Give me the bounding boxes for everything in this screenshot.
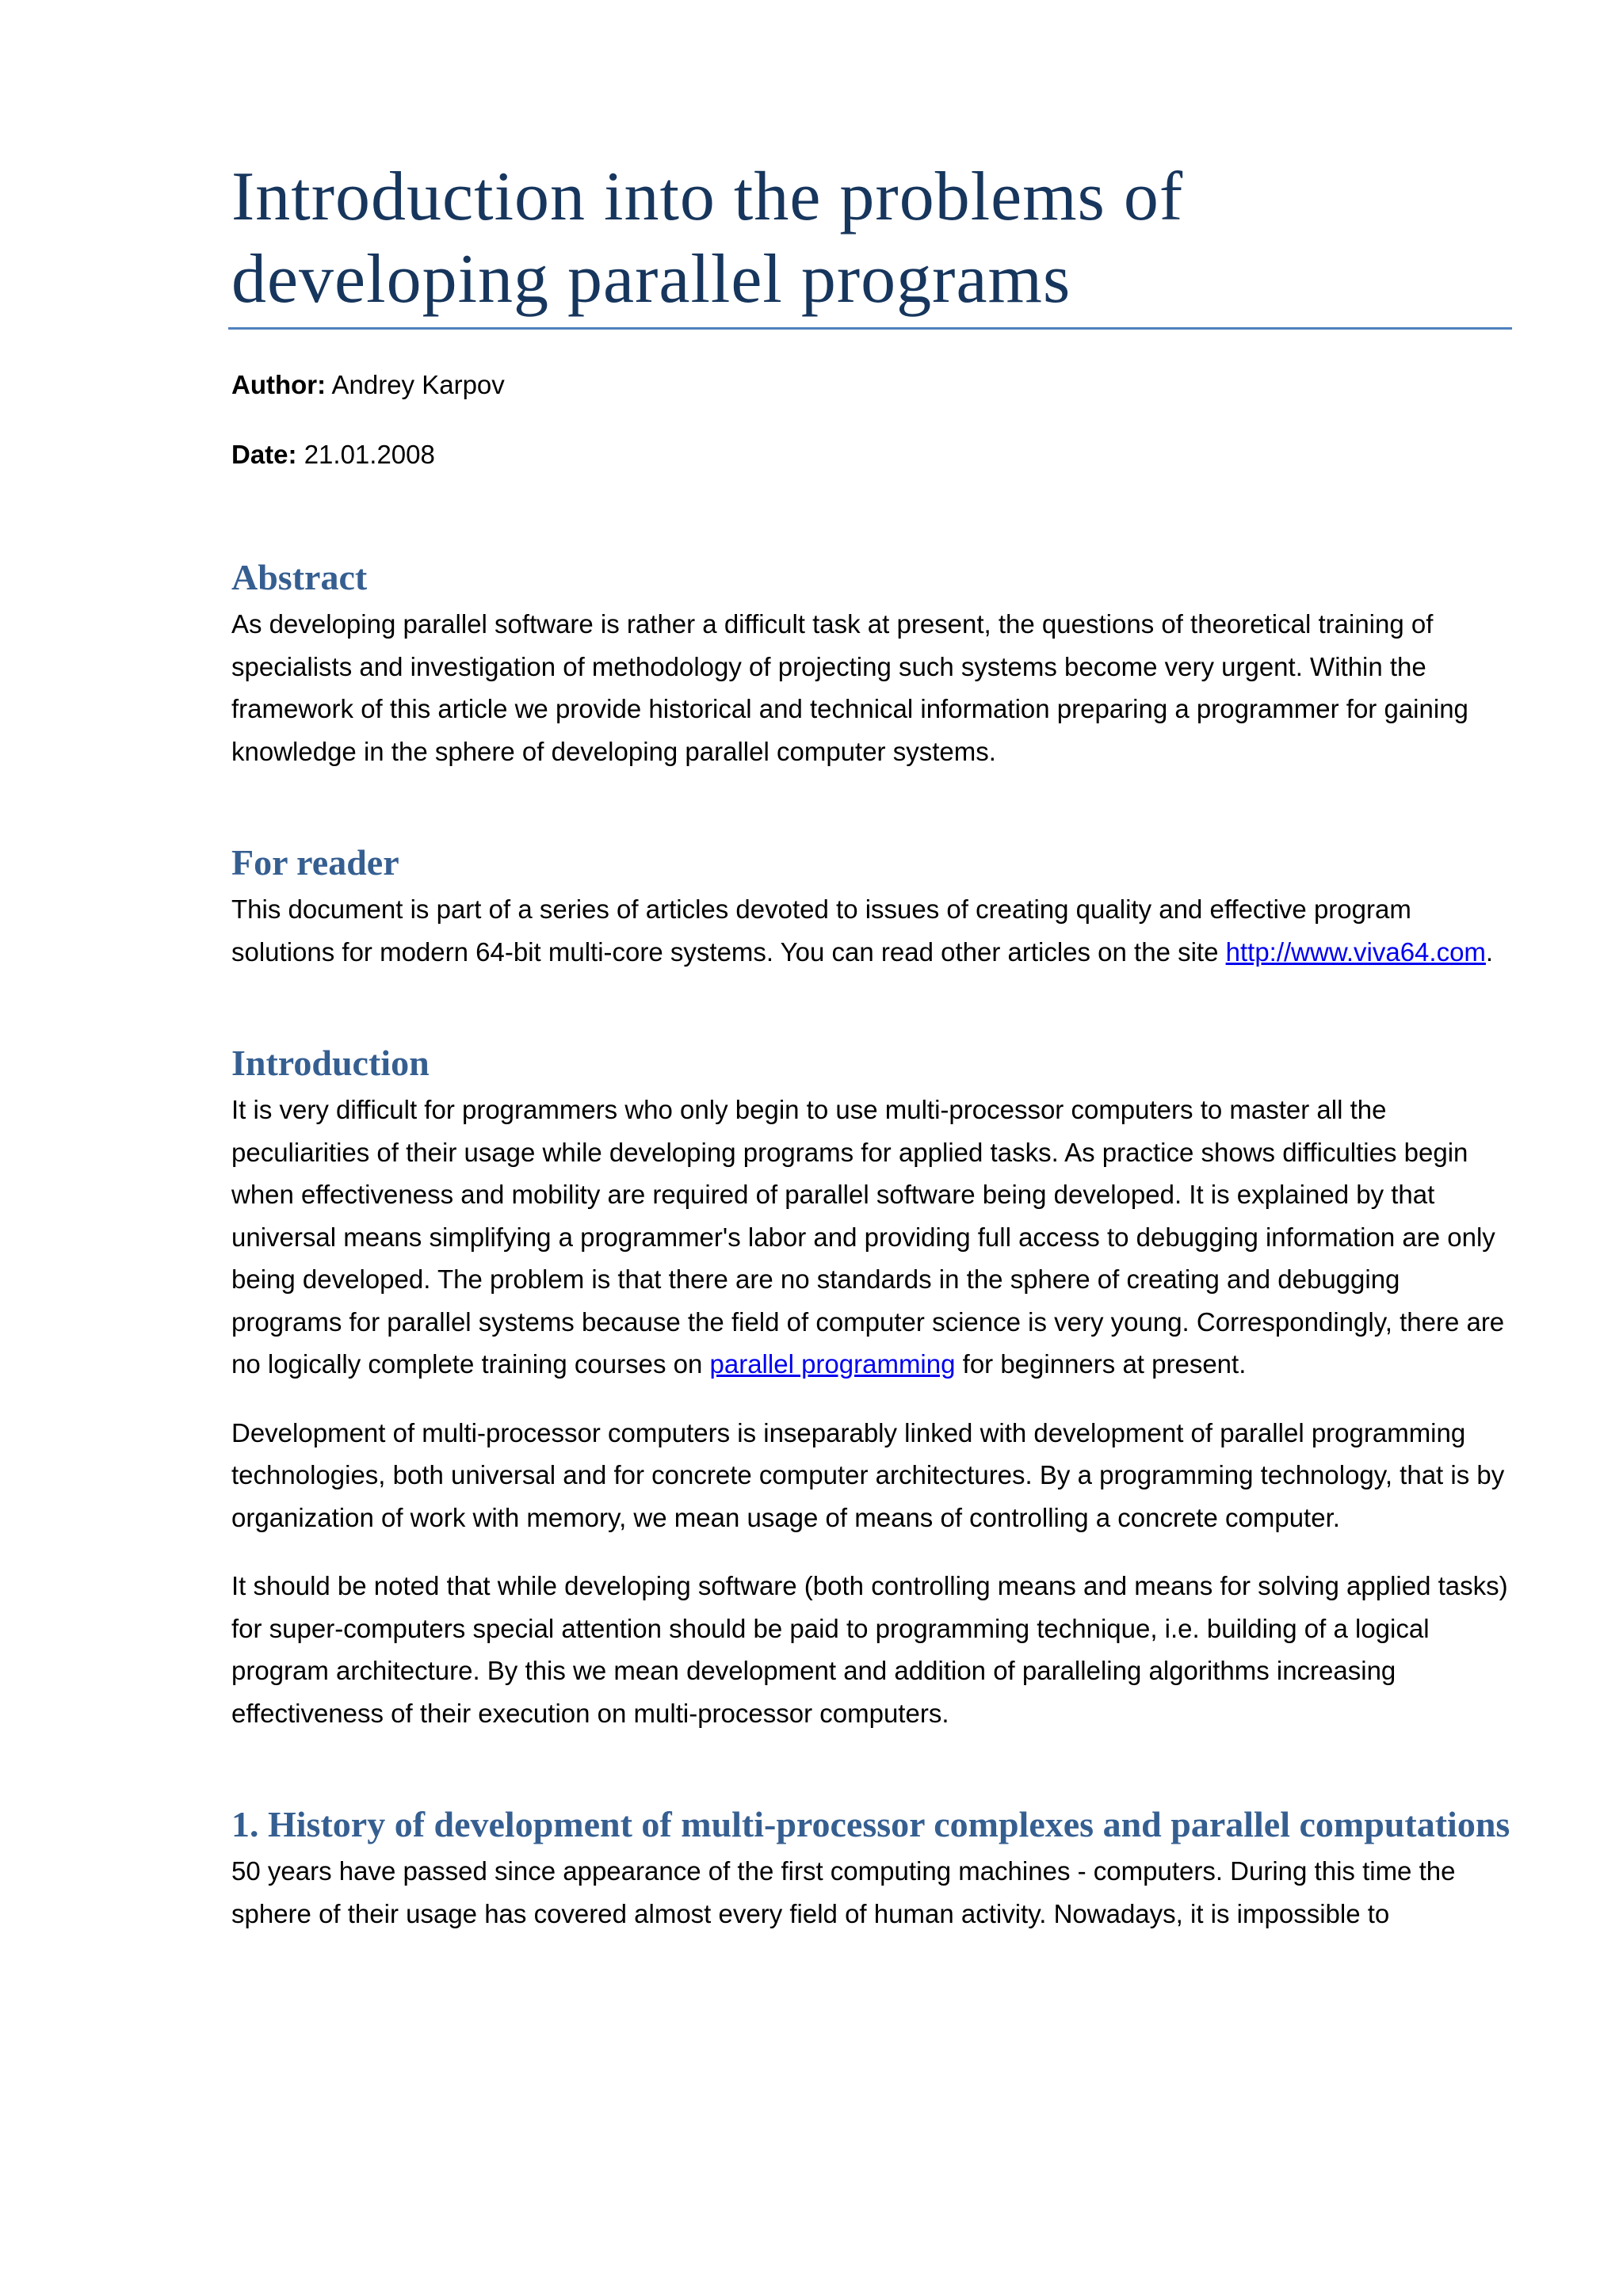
introduction-paragraph-1 (231, 1089, 1514, 1386)
for-reader-text-end: . (1485, 936, 1494, 967)
for-reader-paragraph (231, 888, 1514, 973)
date-value: 21.01.2008 (296, 440, 435, 469)
document-page (231, 0, 1514, 1935)
author-label: Author: (231, 370, 327, 399)
introduction-paragraph-2: Development of multi-processor computers is inseparably linked with development of parallel programming technologies, both universal and for concrete computer architectures. By a programming technology, that is by organization of work with memory, we mean usage of means of controlling a concrete computer. (231, 1417, 1505, 1532)
title-underline-rule (228, 327, 1512, 330)
history-heading: 1. History of development of multi-processor complexes and parallel computations (231, 1804, 1510, 1844)
viva64-link[interactable]: http://www.viva64.com (1225, 936, 1486, 967)
history-paragraph: 50 years have passed since appearance of the first computing machines - computers. During this time the sphere of their usage has covered almost every field of human activity. Nowadays, it is impossible to (231, 1856, 1456, 1928)
abstract-heading: Abstract (231, 557, 368, 597)
author-value: Andrey Karpov (326, 370, 505, 399)
date-label: Date: (231, 440, 297, 469)
introduction-heading: Introduction (231, 1043, 430, 1083)
parallel-programming-link[interactable]: parallel programming (709, 1349, 956, 1379)
author-line (231, 369, 1514, 401)
document-title: Introduction into the problems of developing parallel programs (231, 158, 1184, 318)
abstract-paragraph: As developing parallel software is rather a difficult task at present, the questions of theoretical training of specialists and investigation of methodology of projecting such systems become very urgent. Within the framework of this article we provide historical and technical information preparing a programmer for gaining knowledge in the sphere of developing parallel computer systems. (231, 609, 1468, 766)
for-reader-text: This document is part of a series of articles devoted to issues of creating quality and effective program solutions for modern 64-bit multi-core systems. You can read other articles on the site (231, 894, 1411, 967)
for-reader-heading: For reader (231, 842, 399, 883)
introduction-p1-text-end: for beginners at present. (955, 1349, 1247, 1379)
introduction-paragraph-3: It should be noted that while developing software (both controlling means and means for solving applied tasks) for super-computers special attention should be paid to programming technique, i.e. building of a logical program architecture. By this we mean development and addition of paralleling algorithms increasing effectiveness of their execution on multi-processor computers. (231, 1571, 1508, 1728)
date-line (231, 439, 1514, 471)
introduction-p1-text: It is very difficult for programmers who only begin to use multi-processor computers to master all the peculiarities of their usage while developing programs for applied tasks. As practice shows difficulties begin when effectiveness and mobility are required of parallel software being developed. It is explained by that universal means simplifying a programmer's labor and providing full access to debugging information are only being developed. The problem is that there are no standards in the sphere of creating and debugging programs for parallel systems because the field of computer science is very young. Correspondingly, there are no logically complete training courses on (231, 1095, 1505, 1379)
